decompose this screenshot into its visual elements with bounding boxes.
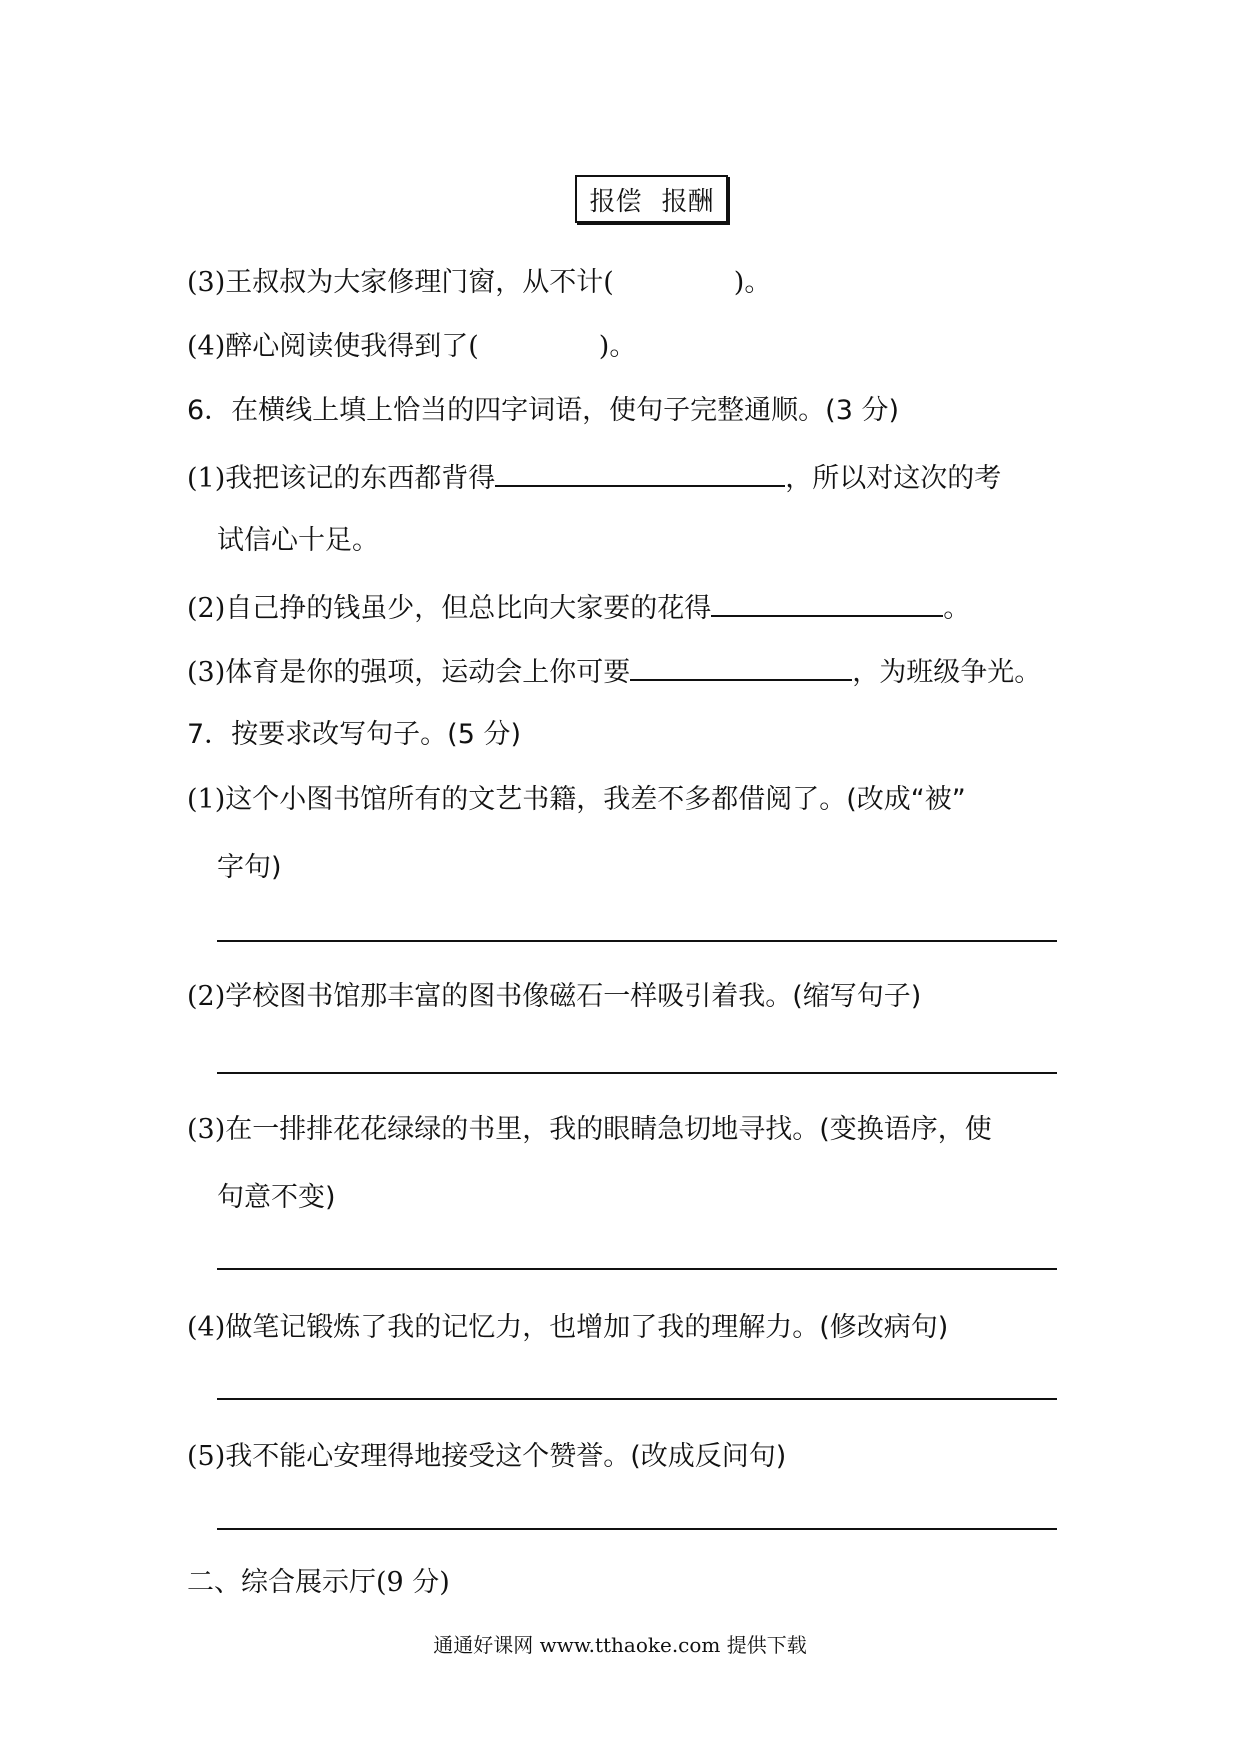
q6-item2 — [187, 589, 970, 626]
q7-item4-answer-line[interactable] — [217, 1398, 1057, 1400]
q5-item3-end: )。 — [733, 267, 772, 298]
q7-item5-answer-line[interactable] — [217, 1528, 1057, 1530]
q7-item2-text: (2)学校图书馆那丰富的图书像磁石一样吸引着我。 — [187, 981, 793, 1012]
footer: 通通好课网 www.tthaoke.com 提供下载 — [433, 1633, 807, 1657]
q7-item1-answer-line[interactable] — [217, 940, 1057, 942]
q7-item3 — [187, 1113, 992, 1147]
q7-item3-cont: 句意不变) — [217, 1182, 336, 1213]
q6-item3-blank[interactable] — [630, 653, 852, 681]
q6-title: 6．在横线上填上恰当的四字词语，使句子完整通顺。(3 分) — [187, 395, 900, 426]
section2-title: 二、综合展示厅(9 分) — [187, 1567, 450, 1598]
q6-item1-text-after: ，所以对这次的考 — [785, 463, 1002, 494]
q6-item1-text: (1)我把该记的东西都背得 — [187, 463, 496, 494]
q5-item3 — [187, 266, 771, 300]
q7-item1 — [187, 783, 966, 817]
q6-item3-text: (3)体育是你的强项，运动会上你可要 — [187, 657, 631, 688]
q5-item4-text: (4)醉心阅读使我得到了( — [187, 331, 479, 362]
q6-item1-blank[interactable] — [495, 459, 785, 487]
q5-item3-text: (3)王叔叔为大家修理门窗，从不计( — [187, 267, 614, 298]
q7-item4-requirement: (修改病句) — [819, 1312, 949, 1343]
q7-item2-answer-line[interactable] — [217, 1072, 1057, 1074]
q6-item1-cont: 试信心十足。 — [217, 525, 379, 556]
q7-item2-requirement: (缩写句子) — [792, 981, 922, 1012]
q7-item5 — [187, 1440, 786, 1474]
q7-item5-text: (5)我不能心安理得地接受这个赞誉。 — [187, 1441, 631, 1472]
q7-item1-text: (1)这个小图书馆所有的文艺书籍，我差不多都借阅了。 — [187, 784, 847, 815]
q6-item1 — [187, 459, 1001, 496]
q6-item2-end: 。 — [943, 593, 971, 624]
q6-item3-end: ，为班级争光。 — [852, 657, 1042, 688]
q7-item3-text: (3)在一排排花花绿绿的书里，我的眼睛急切地寻找。 — [187, 1114, 820, 1145]
word-box-word2: 报酬 — [661, 186, 714, 217]
q6-item2-text: (2)自己挣的钱虽少，但总比向大家要的花得 — [187, 593, 712, 624]
word-box — [575, 175, 728, 223]
q7-item1-requirement: (改成“被” — [846, 784, 966, 815]
q7-title: 7．按要求改写句子。(5 分) — [187, 719, 522, 750]
q7-item2 — [187, 980, 921, 1014]
q7-item3-answer-line[interactable] — [217, 1268, 1057, 1270]
q5-item4 — [187, 330, 636, 364]
q7-item3-requirement: (变换语序，使 — [819, 1114, 992, 1145]
q7-item4-text: (4)做笔记锻炼了我的记忆力，也增加了我的理解力。 — [187, 1312, 820, 1343]
word-box-word1: 报偿 — [589, 186, 642, 217]
q7-item1-cont: 字句) — [217, 852, 282, 883]
q7-item5-requirement: (改成反问句) — [630, 1441, 787, 1472]
q6-item3 — [187, 653, 1041, 690]
q5-item4-end: )。 — [598, 331, 637, 362]
q7-item4 — [187, 1311, 948, 1345]
q6-item2-blank[interactable] — [711, 589, 943, 617]
